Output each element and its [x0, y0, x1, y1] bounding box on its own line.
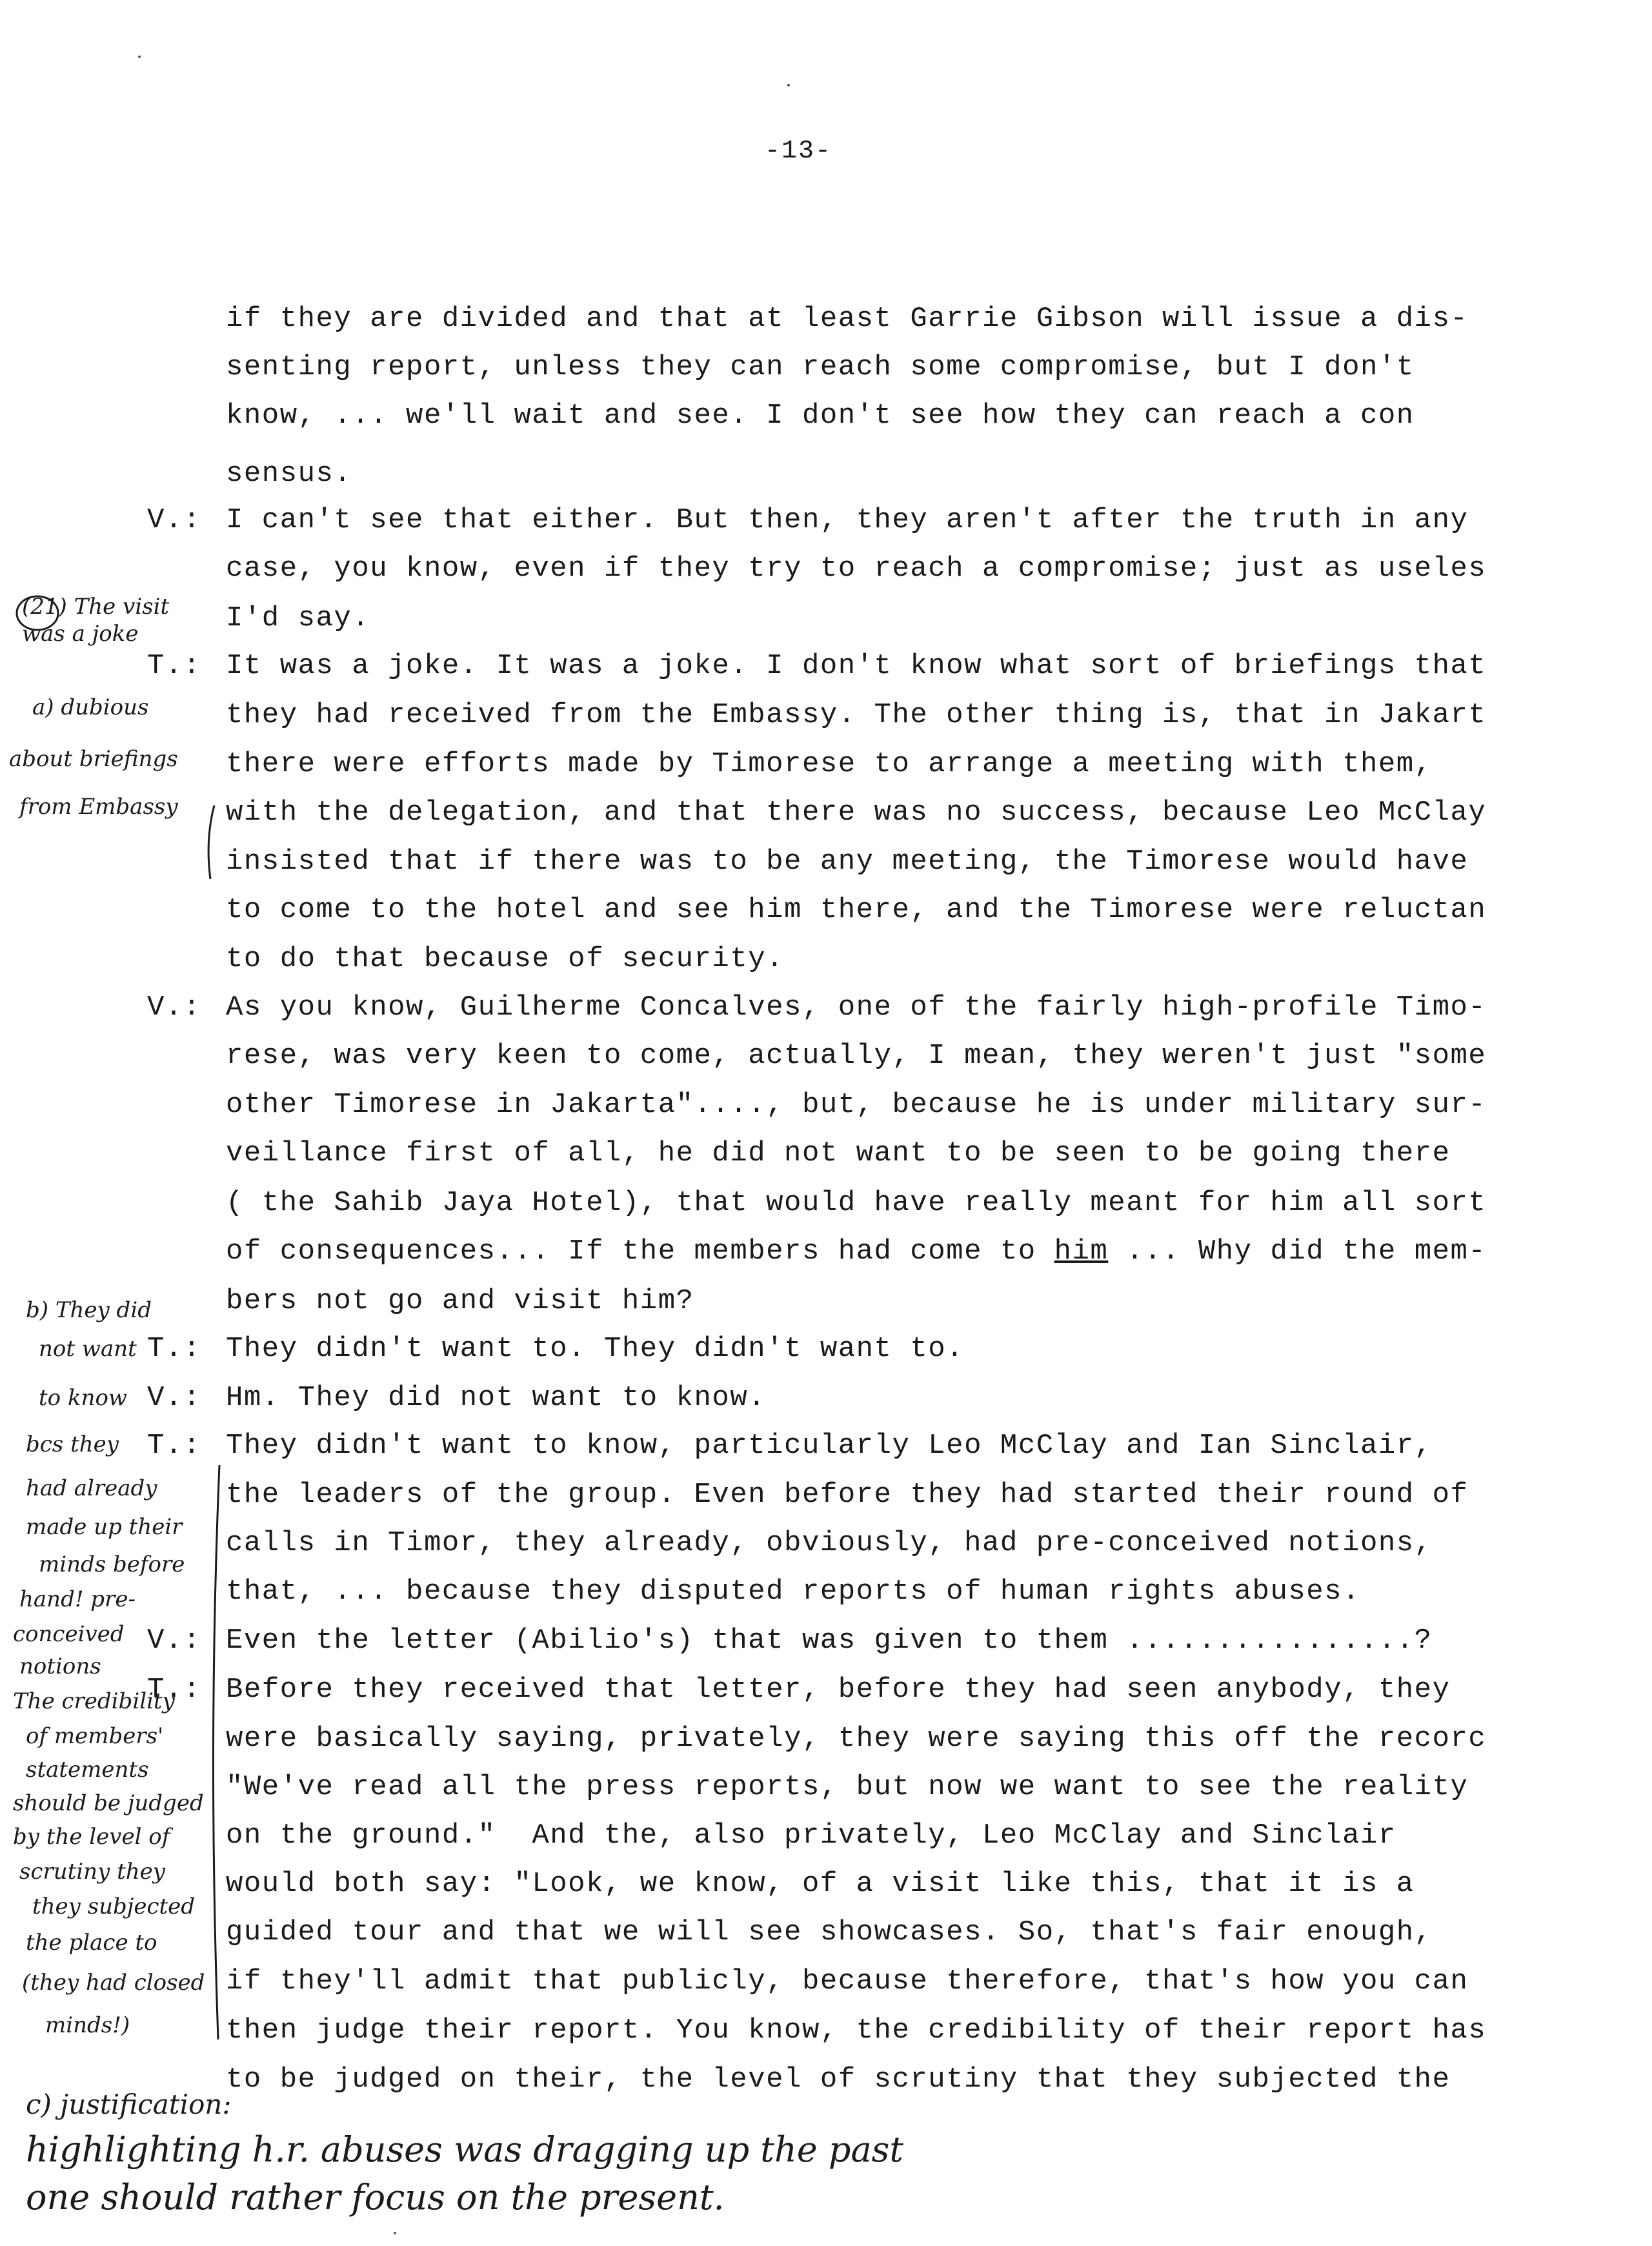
transcript-line: insisted that if there was to be any meeting, the Timorese would have — [226, 845, 1469, 878]
margin-note: had already — [26, 1475, 157, 1501]
margin-note: they subjected — [32, 1894, 196, 1919]
transcript-line: then judge their report. You know, the credibility of their report has — [226, 2014, 1487, 2047]
transcript-line: Before they received that letter, before they had seen anybody, they — [226, 1674, 1451, 1706]
page-number: -13- — [765, 137, 832, 166]
transcript-line: It was a joke. It was a joke. I don't know what sort of briefings that — [226, 650, 1487, 682]
margin-note: scrutiny they — [19, 1859, 165, 1885]
transcript-line: guided tour and that we will see showcases. So, that's fair enough, — [226, 1916, 1433, 1948]
margin-note: hand! pre- — [19, 1586, 136, 1612]
transcript-line: veillance first of all, he did not want to be seen to be going there — [226, 1137, 1451, 1169]
transcript-line: to be judged on their, the level of scrutiny that they subjected the — [226, 2063, 1451, 2096]
margin-note: conceived — [13, 1621, 125, 1647]
transcript-line: know, ... we'll wait and see. I don't see how they can reach a con — [226, 400, 1415, 432]
transcript-line — [226, 1235, 1486, 1268]
margin-note: a) dubious — [32, 694, 149, 720]
transcript-line: senting report, unless they can reach some compromise, but I don't — [226, 351, 1415, 383]
margin-note: (they had closed — [22, 1970, 205, 1996]
transcript-line: As you know, Guilherme Concalves, one of the fairly high-profile Timo- — [226, 991, 1487, 1024]
margin-note: (21) The visit — [22, 594, 170, 620]
line-segment: of consequences... If the members had come to — [226, 1235, 1054, 1268]
transcript-line: the leaders of the group. Even before they had started their round of — [226, 1479, 1469, 1511]
transcript-line: I can't see that either. But then, they aren't after the truth in any — [226, 504, 1469, 536]
margin-note: was a joke — [22, 621, 139, 647]
line-segment: ... Why did the mem- — [1108, 1235, 1487, 1268]
margin-note: should be judged — [13, 1790, 204, 1816]
underlined-word: him — [1054, 1235, 1109, 1268]
transcript-line: rese, was very keen to come, actually, I mean, they weren't just "some — [226, 1040, 1487, 1072]
transcript-line: would both say: "Look, we know, of a visit like this, that it is a — [226, 1868, 1415, 1900]
transcript-line: that, ... because they disputed reports of human rights abuses. — [226, 1575, 1360, 1608]
scan-speck — [138, 56, 141, 58]
transcript-line: they had received from the Embassy. The other thing is, that in Jakart — [226, 699, 1487, 731]
transcript-line: They didn't want to know, particularly Leo McClay and Ian Sinclair, — [226, 1430, 1433, 1462]
transcript-line: Even the letter (Abilio's) that was given to them ................? — [226, 1624, 1433, 1657]
margin-note: minds!) — [45, 2012, 130, 2038]
margin-note: from Embassy — [19, 794, 178, 820]
scan-speck — [394, 2232, 396, 2234]
margin-note: made up their — [26, 1514, 183, 1540]
transcript-line: there were efforts made by Timorese to arrange a meeting with them, — [226, 748, 1433, 780]
speaker-label: T.: — [147, 650, 201, 682]
transcript-line: calls in Timor, they already, obviously, had pre-conceived notions, — [226, 1527, 1433, 1559]
footer-note: highlighting h.r. abuses was dragging up the past — [26, 2129, 904, 2170]
speaker-label: V.: — [147, 991, 201, 1024]
transcript-line: if they'll admit that publicly, because therefore, that's how you can — [226, 1965, 1469, 1998]
scan-speck — [787, 84, 790, 86]
margin-note: by the level of — [13, 1824, 170, 1850]
transcript-line: to do that because of security. — [226, 943, 785, 975]
margin-note: bcs they — [26, 1432, 119, 1457]
margin-note: to know — [39, 1385, 128, 1411]
margin-note: about briefings — [9, 746, 178, 772]
transcript-line: were basically saying, privately, they were saying this off the recorc — [226, 1723, 1487, 1755]
transcript-line: sensus. — [226, 458, 352, 490]
margin-note: b) They did — [26, 1297, 152, 1323]
margin-note: The credibility — [13, 1688, 175, 1714]
margin-note: minds before — [39, 1552, 185, 1577]
transcript-line: Hm. They did not want to know. — [226, 1382, 767, 1414]
speaker-label: T.: — [147, 1674, 201, 1706]
transcript-line: if they are divided and that at least Garrie Gibson will issue a dis- — [226, 303, 1469, 335]
transcript-line: on the ground." And the, also privately, Leo McClay and Sinclair — [226, 1819, 1396, 1852]
speaker-label: T.: — [147, 1333, 201, 1365]
speaker-label: V.: — [147, 1624, 201, 1657]
transcript-line: case, you know, even if they try to reach a compromise; just as useles — [226, 552, 1487, 585]
transcript-line: bers not go and visit him? — [226, 1285, 694, 1317]
transcript-line: with the delegation, and that there was no success, because Leo McClay — [226, 796, 1487, 829]
margin-note: statements — [26, 1757, 149, 1783]
speaker-label: V.: — [147, 1382, 201, 1414]
footer-note: one should rather focus on the present. — [26, 2177, 725, 2218]
speaker-label: T.: — [147, 1430, 201, 1462]
speaker-label: V.: — [147, 504, 201, 536]
transcript-line: "We've read all the press reports, but now we want to see the reality — [226, 1771, 1469, 1803]
margin-note: not want — [39, 1336, 137, 1362]
transcript-line: ( the Sahib Jaya Hotel), that would have really meant for him all sort — [226, 1187, 1487, 1219]
margin-note: of members' — [26, 1723, 164, 1749]
margin-note: the place to — [26, 1930, 157, 1956]
transcript-line: other Timorese in Jakarta"...., but, because he is under military sur- — [226, 1089, 1487, 1121]
footer-note: c) justification: — [26, 2089, 232, 2120]
transcript-line: to come to the hotel and see him there, and the Timorese were reluctan — [226, 894, 1487, 926]
transcript-line: They didn't want to. They didn't want to. — [226, 1333, 965, 1365]
margin-note: notions — [19, 1654, 101, 1679]
transcript-line: I'd say. — [226, 602, 370, 634]
